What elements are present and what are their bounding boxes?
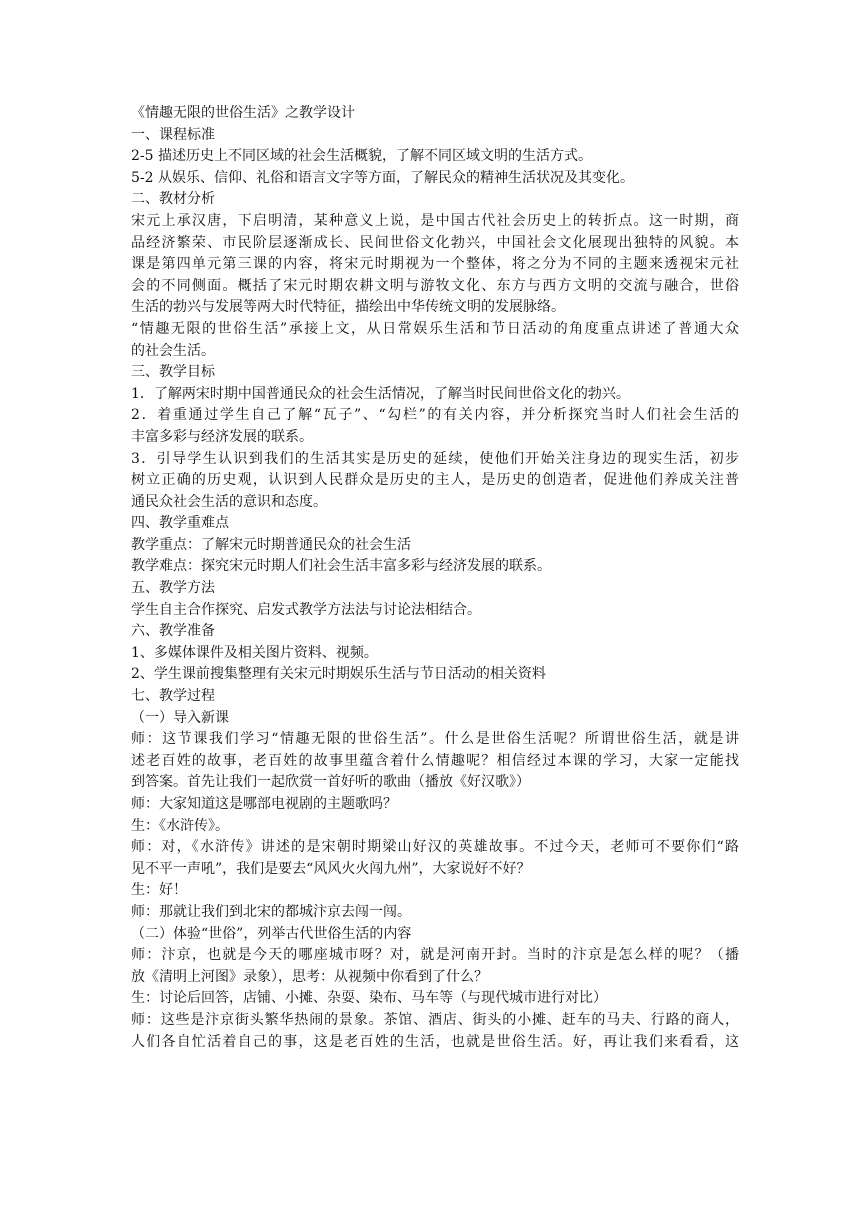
document-line: 3．引导学生认识到我们的生活其实是历史的延续，使他们开始关注身边的现实生活，初步 <box>131 450 739 467</box>
document-line: （一）导入新课 <box>131 709 229 726</box>
document-line: 见不平一声吼”，我们是要去“风风火火闯九州”，大家说好不好？ <box>131 860 531 877</box>
document-line: 师：大家知道这是哪部电视剧的主题歌吗？ <box>131 796 397 812</box>
document-line: 宋元上承汉唐，下启明清，某种意义上说，是中国古代社会历史上的转折点。这一时期，商 <box>131 212 739 229</box>
document-line: 师：那就让我们到北宋的都城汴京去闯一闯。 <box>131 903 411 920</box>
document-line: 五、教学方法 <box>131 580 215 597</box>
document-line: 到答案。首先让我们一起欣赏一首好听的歌曲（播放《好汉歌》） <box>131 774 530 791</box>
document-line: 四、教学重难点 <box>131 515 229 532</box>
document-line: 1、多媒体课件及相关图片资料、视频。 <box>131 644 378 661</box>
document-line: 课是第四单元第三课的内容，将宋元时期视为一个整体，将之分为不同的主题来透视宋元社 <box>131 256 739 273</box>
document-line: 人们各自忙活着自己的事，这是老百姓的生活，也就是世俗生活。好，再让我们来看看，这 <box>131 1033 739 1050</box>
document-line: （二）体验“世俗”，列举古代世俗生活的内容 <box>131 925 412 942</box>
document-line: 师：这些是汴京街头繁华热闹的景象。茶馆、酒店、街头的小摊、赶车的马夫、行路的商人， <box>131 1011 739 1028</box>
document-line: 师：这节课我们学习“情趣无限的世俗生活”。什么是世俗生活呢？所谓世俗生活，就是讲 <box>131 731 739 748</box>
document-line: 放《清明上河图》录象），思考：从视频中你看到了什么？ <box>131 968 488 985</box>
document-line: 生活的勃兴与发展等两大时代特征，描绘出中华传统文明的发展脉络。 <box>131 299 565 316</box>
document-body <box>131 103 739 1053</box>
document-line: 2-5 描述历史上不同区域的社会生活概貌，了解不同区域文明的生活方式。 <box>131 148 592 165</box>
document-line: 教学难点：探究宋元时期人们社会生活丰富多彩与经济发展的联系。 <box>131 558 551 575</box>
document-line: 通民众社会生活的意识和态度。 <box>131 493 327 510</box>
document-line: 5-2 从娱乐、信仰、礼俗和语言文字等方面，了解民众的精神生活状况及其变化。 <box>131 169 634 186</box>
document-line: 生：好！ <box>131 882 187 899</box>
document-line: 一、课程标准 <box>131 126 215 143</box>
document-line: 2．着重通过学生自己了解“瓦子”、“勾栏”的有关内容，并分析探究当时人们社会生活的 <box>131 407 739 424</box>
document-line: 三、教学目标 <box>131 364 215 381</box>
document-line: 的社会生活。 <box>131 342 215 359</box>
document-line: “情趣无限的世俗生活”承接上文，从日常娱乐生活和节日活动的角度重点讲述了普通大众 <box>131 320 739 337</box>
document-line: 2、学生课前搜集整理有关宋元时期娱乐生活与节日活动的相关资料 <box>131 666 546 683</box>
document-line: 六、教学准备 <box>131 623 215 640</box>
document-line: 《情趣无限的世俗生活》之教学设计 <box>131 105 355 121</box>
document-line: 教学重点：了解宋元时期普通民众的社会生活 <box>131 536 411 553</box>
document-line: 树立正确的历史观，认识到人民群众是历史的主人，是历史的创造者，促进他们养成关注普 <box>131 472 739 489</box>
document-line: 生：《水浒传》。 <box>131 817 229 834</box>
document-line: 1．了解两宋时期中国普通民众的社会生活情况，了解当时民间世俗文化的勃兴。 <box>131 385 630 402</box>
document-line: 丰富多彩与经济发展的联系。 <box>131 428 313 445</box>
document-line: 述老百姓的故事，老百姓的故事里蕴含着什么情趣呢？相信经过本课的学习，大家一定能找 <box>131 752 739 769</box>
document-line: 学生自主合作探究、启发式教学方法法与讨论法相结合。 <box>131 601 481 618</box>
document-line: 二、教材分析 <box>131 191 215 208</box>
document-line: 师：对，《水浒传》讲述的是宋朝时期梁山好汉的英雄故事。不过今天，老师可不要你们“路 <box>131 839 739 856</box>
document-line: 品经济繁荣、市民阶层逐渐成长、民间世俗文化勃兴，中国社会文化展现出独特的风貌。本 <box>131 234 739 251</box>
document-line: 七、教学过程 <box>131 688 215 705</box>
document-line: 生：讨论后回答，店铺、小摊、杂耍、染布、马车等（与现代城市进行对比） <box>131 990 607 1007</box>
document-line: 师：汴京，也就是今天的哪座城市呀？对，就是河南开封。当时的汴京是怎么样的呢？（播 <box>131 947 739 964</box>
document-line: 会的不同侧面。概括了宋元时期农耕文明与游牧文化、东方与西方文明的交流与融合，世俗 <box>131 277 739 294</box>
